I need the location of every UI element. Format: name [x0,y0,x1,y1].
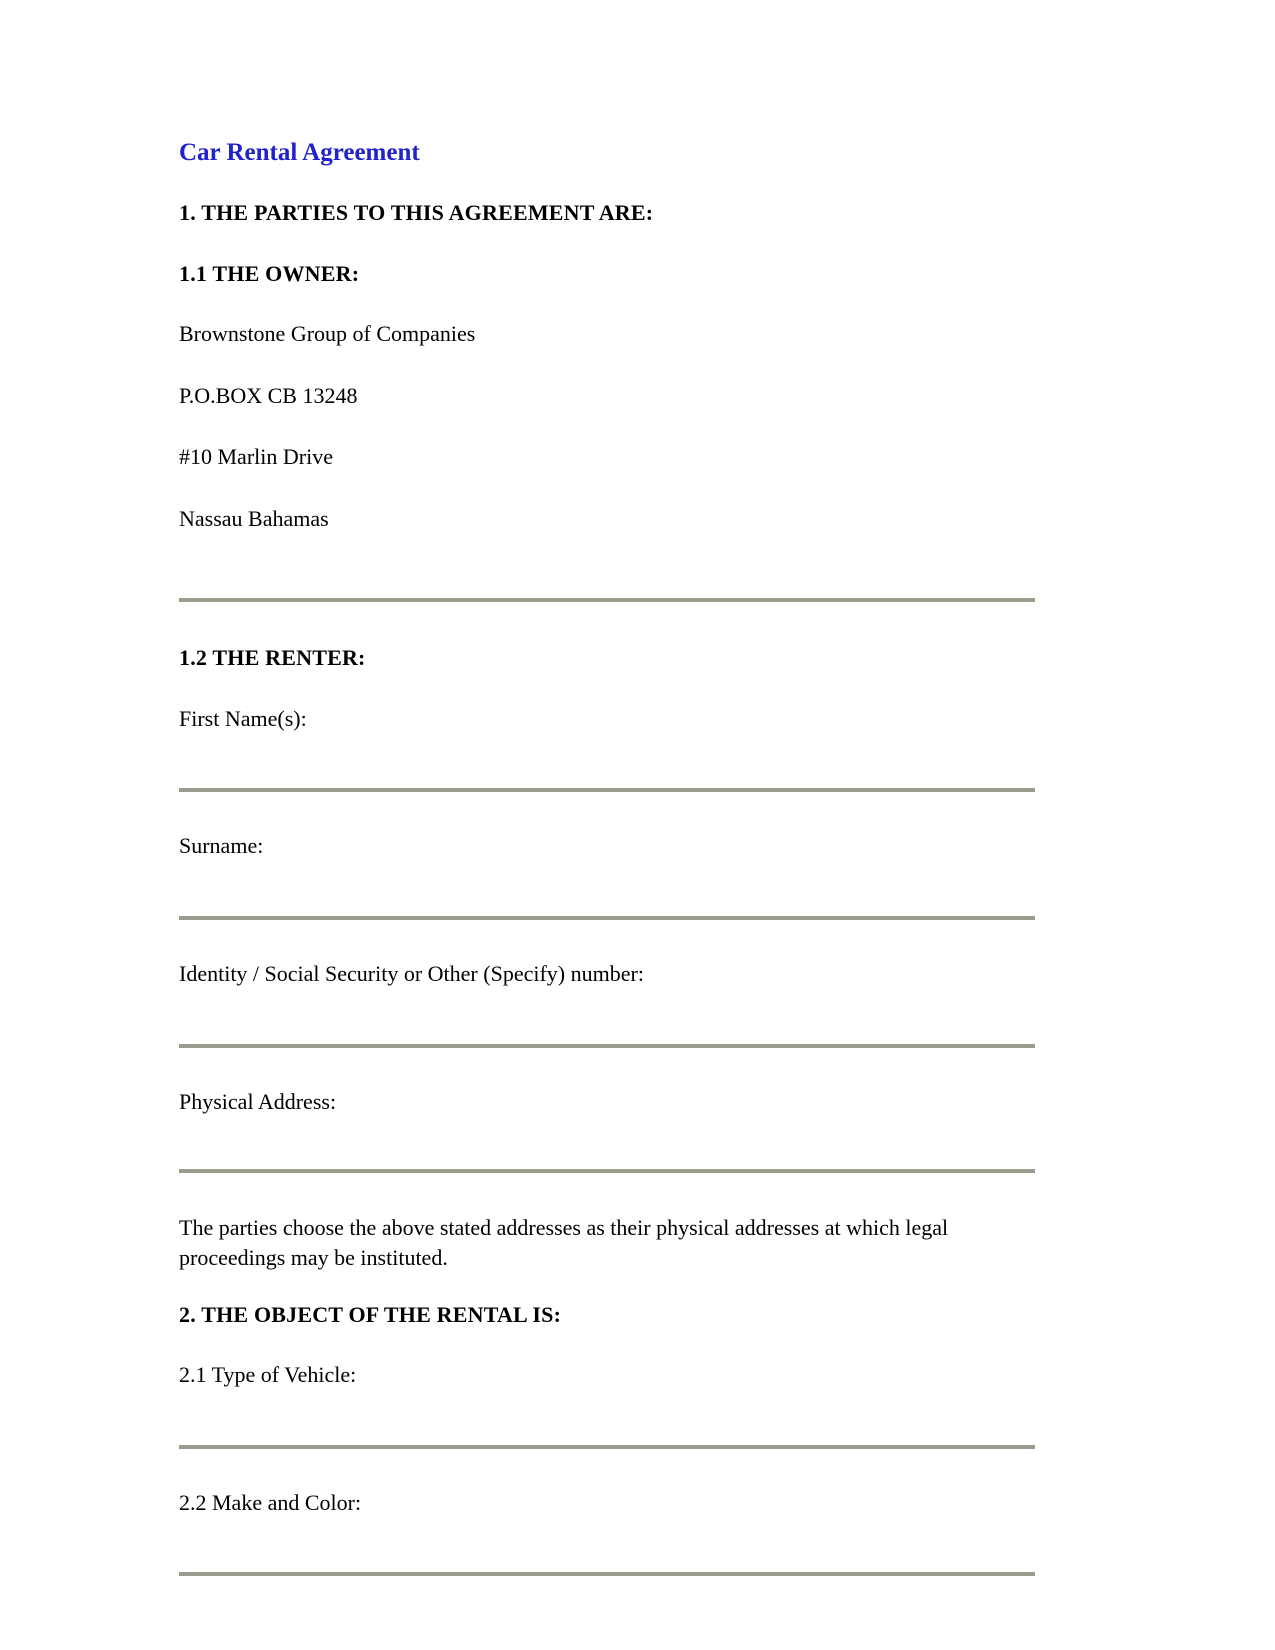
section-heading-object: 2. THE OBJECT OF THE RENTAL IS: [179,1301,562,1327]
owner-po-box: P.O.BOX CB 13248 [179,382,358,408]
field-line-type-of-vehicle[interactable] [179,1423,1035,1489]
field-label-first-name: First Name(s): [179,705,307,731]
owner-street: #10 Marlin Drive [179,444,333,470]
field-label-identity-number: Identity / Social Security or Other (Specify) number: [179,961,644,987]
field-label-type-of-vehicle: 2.1 Type of Vehicle: [179,1362,357,1388]
document-content [179,138,1035,1616]
field-label-surname: Surname: [179,833,264,859]
field-line-physical-address[interactable] [179,1149,1035,1213]
addresses-note: The parties choose the above stated addresses as their physical addresses at which legal proceedings may be instituted. [179,1215,949,1270]
horizontal-rule [179,1445,1035,1449]
section-heading-renter: 1.2 THE RENTER: [179,645,366,671]
section-heading-owner: 1.1 THE OWNER: [179,260,360,286]
page-title: Car Rental Agreement [179,139,420,166]
field-label-physical-address: Physical Address: [179,1088,337,1114]
horizontal-rule [179,1169,1035,1173]
owner-company-name: Brownstone Group of Companies [179,321,476,346]
divider-owner-block [179,566,1035,644]
field-line-surname[interactable] [179,894,1035,960]
owner-city-country: Nassau Bahamas [179,505,329,531]
horizontal-rule [179,916,1035,920]
section-heading-parties: 1. THE PARTIES TO THIS AGREEMENT ARE: [179,200,654,225]
horizontal-rule [179,1572,1035,1576]
field-line-make-and-color[interactable] [179,1550,1035,1616]
horizontal-rule [179,788,1035,792]
horizontal-rule [179,598,1035,602]
field-label-make-and-color: 2.2 Make and Color: [179,1489,362,1515]
field-line-first-name[interactable] [179,766,1035,832]
horizontal-rule [179,1044,1035,1048]
field-line-identity-number[interactable] [179,1022,1035,1088]
